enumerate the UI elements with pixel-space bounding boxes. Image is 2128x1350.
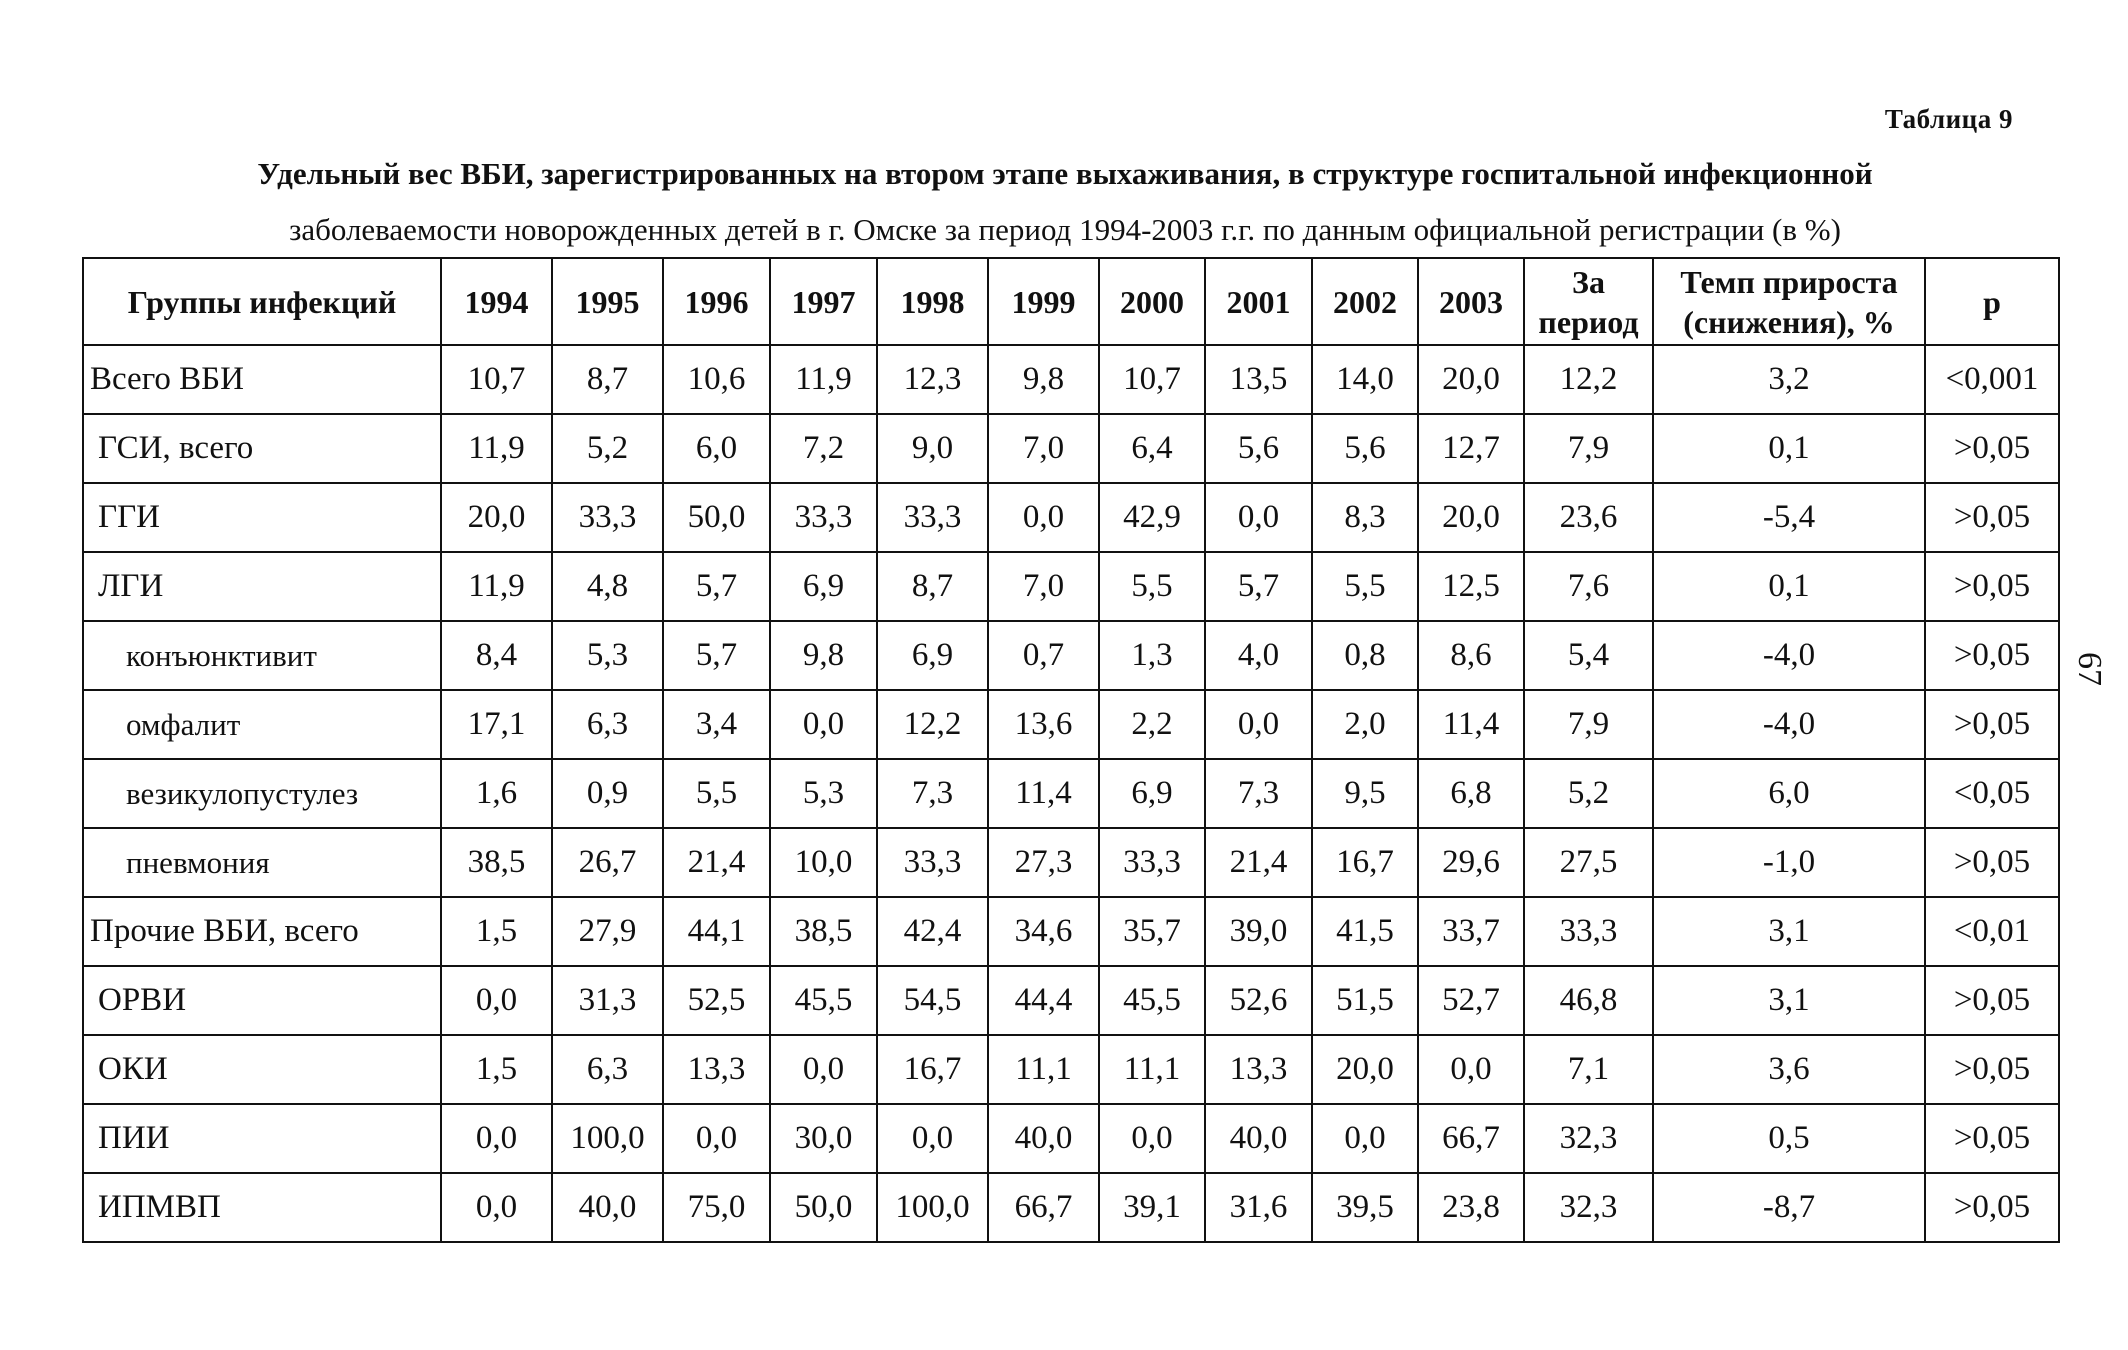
cell-group: ОРВИ <box>83 966 441 1035</box>
cell-value: 0,0 <box>663 1104 770 1173</box>
cell-value: 100,0 <box>877 1173 988 1242</box>
cell-value: 10,7 <box>441 345 552 414</box>
cell-rate: 3,1 <box>1653 897 1925 966</box>
cell-period: 7,9 <box>1524 414 1653 483</box>
cell-rate: -4,0 <box>1653 690 1925 759</box>
cell-p: >0,05 <box>1925 1173 2059 1242</box>
cell-value: 9,8 <box>988 345 1099 414</box>
cell-value: 40,0 <box>1205 1104 1312 1173</box>
table-row <box>83 1104 2059 1173</box>
cell-value: 17,1 <box>441 690 552 759</box>
table-row <box>83 1035 2059 1104</box>
header-year: 1997 <box>770 258 877 345</box>
cell-group: ЛГИ <box>83 552 441 621</box>
header-group: Группы инфекций <box>83 258 441 345</box>
cell-value: 42,9 <box>1099 483 1205 552</box>
cell-value: 6,9 <box>1099 759 1205 828</box>
cell-value: 33,3 <box>1099 828 1205 897</box>
cell-period: 27,5 <box>1524 828 1653 897</box>
cell-value: 4,0 <box>1205 621 1312 690</box>
cell-p: >0,05 <box>1925 552 2059 621</box>
table-row <box>83 759 2059 828</box>
cell-value: 40,0 <box>988 1104 1099 1173</box>
cell-period: 5,4 <box>1524 621 1653 690</box>
cell-value: 66,7 <box>1418 1104 1524 1173</box>
header-period-line-1: За <box>1572 263 1605 300</box>
cell-period: 32,3 <box>1524 1173 1653 1242</box>
cell-value: 4,8 <box>552 552 663 621</box>
cell-value: 11,1 <box>988 1035 1099 1104</box>
cell-value: 33,3 <box>770 483 877 552</box>
cell-value: 8,3 <box>1312 483 1418 552</box>
cell-value: 7,3 <box>877 759 988 828</box>
cell-value: 10,6 <box>663 345 770 414</box>
cell-value: 5,3 <box>552 621 663 690</box>
header-rate-line-1: Темп прироста <box>1680 263 1898 300</box>
cell-value: 34,6 <box>988 897 1099 966</box>
cell-p: >0,05 <box>1925 690 2059 759</box>
cell-group: пневмония <box>83 828 441 897</box>
table-row <box>83 966 2059 1035</box>
header-year: 1999 <box>988 258 1099 345</box>
cell-value: 12,5 <box>1418 552 1524 621</box>
cell-value: 2,0 <box>1312 690 1418 759</box>
cell-p: >0,05 <box>1925 1104 2059 1173</box>
cell-p: >0,05 <box>1925 1035 2059 1104</box>
table-row <box>83 552 2059 621</box>
cell-rate: 3,2 <box>1653 345 1925 414</box>
cell-value: 44,1 <box>663 897 770 966</box>
cell-value: 21,4 <box>663 828 770 897</box>
cell-p: <0,05 <box>1925 759 2059 828</box>
cell-value: 6,9 <box>770 552 877 621</box>
cell-value: 31,3 <box>552 966 663 1035</box>
cell-value: 5,2 <box>552 414 663 483</box>
cell-value: 8,7 <box>877 552 988 621</box>
cell-value: 27,9 <box>552 897 663 966</box>
cell-value: 50,0 <box>770 1173 877 1242</box>
table-body <box>83 345 2059 1242</box>
cell-value: 2,2 <box>1099 690 1205 759</box>
cell-value: 13,3 <box>1205 1035 1312 1104</box>
cell-value: 5,6 <box>1312 414 1418 483</box>
cell-value: 13,6 <box>988 690 1099 759</box>
cell-value: 6,8 <box>1418 759 1524 828</box>
cell-value: 30,0 <box>770 1104 877 1173</box>
header-year: 2003 <box>1418 258 1524 345</box>
header-year: 1994 <box>441 258 552 345</box>
cell-value: 20,0 <box>1312 1035 1418 1104</box>
cell-value: 6,3 <box>552 1035 663 1104</box>
cell-value: 9,0 <box>877 414 988 483</box>
cell-rate: 6,0 <box>1653 759 1925 828</box>
title-line-2: заболеваемости новорожденных детей в г. Омске за период 1994-2003 г.г. по данным официальной регистрации (в %) <box>289 212 1841 247</box>
header-period <box>1524 258 1653 345</box>
table-row <box>83 690 2059 759</box>
cell-value: 16,7 <box>1312 828 1418 897</box>
cell-p: >0,05 <box>1925 414 2059 483</box>
cell-rate: -1,0 <box>1653 828 1925 897</box>
header-p: р <box>1925 258 2059 345</box>
cell-value: 16,7 <box>877 1035 988 1104</box>
cell-value: 0,0 <box>988 483 1099 552</box>
table-row <box>83 1173 2059 1242</box>
cell-value: 33,3 <box>877 483 988 552</box>
cell-value: 11,4 <box>988 759 1099 828</box>
cell-value: 38,5 <box>441 828 552 897</box>
cell-value: 20,0 <box>1418 483 1524 552</box>
table-title <box>100 146 2030 258</box>
cell-period: 12,2 <box>1524 345 1653 414</box>
cell-period: 5,2 <box>1524 759 1653 828</box>
header-year: 1996 <box>663 258 770 345</box>
cell-value: 45,5 <box>770 966 877 1035</box>
cell-value: 9,5 <box>1312 759 1418 828</box>
cell-value: 20,0 <box>441 483 552 552</box>
header-year: 2002 <box>1312 258 1418 345</box>
cell-value: 42,4 <box>877 897 988 966</box>
cell-rate: 0,5 <box>1653 1104 1925 1173</box>
cell-group: Прочие ВБИ, всего <box>83 897 441 966</box>
cell-value: 0,0 <box>441 1104 552 1173</box>
cell-value: 38,5 <box>770 897 877 966</box>
table-row <box>83 621 2059 690</box>
cell-value: 6,0 <box>663 414 770 483</box>
cell-value: 9,8 <box>770 621 877 690</box>
cell-value: 52,5 <box>663 966 770 1035</box>
cell-value: 7,0 <box>988 552 1099 621</box>
cell-value: 5,7 <box>663 552 770 621</box>
cell-group: ГГИ <box>83 483 441 552</box>
cell-value: 75,0 <box>663 1173 770 1242</box>
cell-rate: -5,4 <box>1653 483 1925 552</box>
cell-value: 35,7 <box>1099 897 1205 966</box>
header-year: 2000 <box>1099 258 1205 345</box>
header-rate <box>1653 258 1925 345</box>
table-row <box>83 897 2059 966</box>
cell-value: 7,0 <box>988 414 1099 483</box>
table-label: Таблица 9 <box>1884 104 2013 134</box>
cell-value: 0,9 <box>552 759 663 828</box>
cell-p: <0,01 <box>1925 897 2059 966</box>
cell-value: 21,4 <box>1205 828 1312 897</box>
cell-value: 50,0 <box>663 483 770 552</box>
cell-value: 33,7 <box>1418 897 1524 966</box>
cell-value: 5,7 <box>1205 552 1312 621</box>
cell-value: 54,5 <box>877 966 988 1035</box>
cell-p: >0,05 <box>1925 621 2059 690</box>
cell-value: 6,3 <box>552 690 663 759</box>
cell-group: ИПМВП <box>83 1173 441 1242</box>
header-year: 2001 <box>1205 258 1312 345</box>
cell-value: 13,3 <box>663 1035 770 1104</box>
cell-period: 7,9 <box>1524 690 1653 759</box>
cell-value: 0,0 <box>770 1035 877 1104</box>
cell-value: 26,7 <box>552 828 663 897</box>
cell-value: 14,0 <box>1312 345 1418 414</box>
cell-value: 39,0 <box>1205 897 1312 966</box>
cell-value: 0,0 <box>1205 483 1312 552</box>
cell-value: 0,0 <box>877 1104 988 1173</box>
cell-period: 23,6 <box>1524 483 1653 552</box>
cell-value: 20,0 <box>1418 345 1524 414</box>
cell-value: 51,5 <box>1312 966 1418 1035</box>
cell-value: 6,9 <box>877 621 988 690</box>
cell-value: 33,3 <box>552 483 663 552</box>
table-row <box>83 483 2059 552</box>
cell-value: 11,9 <box>441 414 552 483</box>
cell-group: омфалит <box>83 690 441 759</box>
cell-value: 66,7 <box>988 1173 1099 1242</box>
cell-value: 0,0 <box>1205 690 1312 759</box>
page-number: 67 <box>2071 652 2108 686</box>
cell-value: 41,5 <box>1312 897 1418 966</box>
table-row <box>83 414 2059 483</box>
cell-value: 52,7 <box>1418 966 1524 1035</box>
header-rate-line-2: (снижения), % <box>1683 303 1895 340</box>
cell-value: 7,3 <box>1205 759 1312 828</box>
cell-rate: -4,0 <box>1653 621 1925 690</box>
data-table <box>82 257 2060 1243</box>
cell-value: 1,5 <box>441 897 552 966</box>
cell-rate: 0,1 <box>1653 414 1925 483</box>
cell-value: 11,9 <box>441 552 552 621</box>
cell-value: 5,7 <box>663 621 770 690</box>
cell-group: везикулопустулез <box>83 759 441 828</box>
cell-value: 52,6 <box>1205 966 1312 1035</box>
cell-value: 7,2 <box>770 414 877 483</box>
cell-rate: -8,7 <box>1653 1173 1925 1242</box>
header-period-line-2: период <box>1538 303 1639 340</box>
cell-value: 27,3 <box>988 828 1099 897</box>
cell-value: 39,1 <box>1099 1173 1205 1242</box>
cell-value: 11,1 <box>1099 1035 1205 1104</box>
cell-group: Всего ВБИ <box>83 345 441 414</box>
cell-value: 0,0 <box>1418 1035 1524 1104</box>
cell-group: конъюнктивит <box>83 621 441 690</box>
cell-value: 31,6 <box>1205 1173 1312 1242</box>
cell-rate: 3,1 <box>1653 966 1925 1035</box>
cell-value: 5,5 <box>1099 552 1205 621</box>
cell-p: >0,05 <box>1925 483 2059 552</box>
cell-value: 5,5 <box>1312 552 1418 621</box>
cell-value: 0,0 <box>441 1173 552 1242</box>
cell-value: 5,6 <box>1205 414 1312 483</box>
cell-p: >0,05 <box>1925 828 2059 897</box>
cell-value: 23,8 <box>1418 1173 1524 1242</box>
table-row <box>83 345 2059 414</box>
cell-value: 11,4 <box>1418 690 1524 759</box>
cell-value: 8,6 <box>1418 621 1524 690</box>
cell-group: ПИИ <box>83 1104 441 1173</box>
cell-value: 12,3 <box>877 345 988 414</box>
cell-value: 1,3 <box>1099 621 1205 690</box>
cell-p: <0,001 <box>1925 345 2059 414</box>
cell-value: 33,3 <box>877 828 988 897</box>
cell-value: 1,5 <box>441 1035 552 1104</box>
cell-value: 8,4 <box>441 621 552 690</box>
cell-value: 0,0 <box>1099 1104 1205 1173</box>
cell-value: 5,5 <box>663 759 770 828</box>
cell-value: 40,0 <box>552 1173 663 1242</box>
cell-value: 6,4 <box>1099 414 1205 483</box>
table-row <box>83 828 2059 897</box>
cell-rate: 0,1 <box>1653 552 1925 621</box>
cell-value: 3,4 <box>663 690 770 759</box>
cell-value: 0,7 <box>988 621 1099 690</box>
title-line-1: Удельный вес ВБИ, зарегистрированных на втором этапе выхаживания, в структуре госпитальной инфекционной <box>257 156 1873 191</box>
cell-group: ГСИ, всего <box>83 414 441 483</box>
cell-value: 39,5 <box>1312 1173 1418 1242</box>
cell-group: ОКИ <box>83 1035 441 1104</box>
cell-period: 33,3 <box>1524 897 1653 966</box>
header-year: 1995 <box>552 258 663 345</box>
cell-value: 1,6 <box>441 759 552 828</box>
cell-value: 0,8 <box>1312 621 1418 690</box>
cell-value: 12,2 <box>877 690 988 759</box>
cell-period: 32,3 <box>1524 1104 1653 1173</box>
cell-value: 44,4 <box>988 966 1099 1035</box>
cell-value: 12,7 <box>1418 414 1524 483</box>
cell-value: 11,9 <box>770 345 877 414</box>
header-year: 1998 <box>877 258 988 345</box>
cell-value: 29,6 <box>1418 828 1524 897</box>
cell-period: 7,1 <box>1524 1035 1653 1104</box>
cell-value: 8,7 <box>552 345 663 414</box>
cell-rate: 3,6 <box>1653 1035 1925 1104</box>
cell-value: 10,0 <box>770 828 877 897</box>
cell-value: 45,5 <box>1099 966 1205 1035</box>
cell-period: 7,6 <box>1524 552 1653 621</box>
cell-value: 10,7 <box>1099 345 1205 414</box>
cell-period: 46,8 <box>1524 966 1653 1035</box>
cell-p: >0,05 <box>1925 966 2059 1035</box>
cell-value: 13,5 <box>1205 345 1312 414</box>
cell-value: 5,3 <box>770 759 877 828</box>
cell-value: 0,0 <box>1312 1104 1418 1173</box>
cell-value: 0,0 <box>770 690 877 759</box>
cell-value: 100,0 <box>552 1104 663 1173</box>
header-row <box>83 258 2059 345</box>
cell-value: 0,0 <box>441 966 552 1035</box>
